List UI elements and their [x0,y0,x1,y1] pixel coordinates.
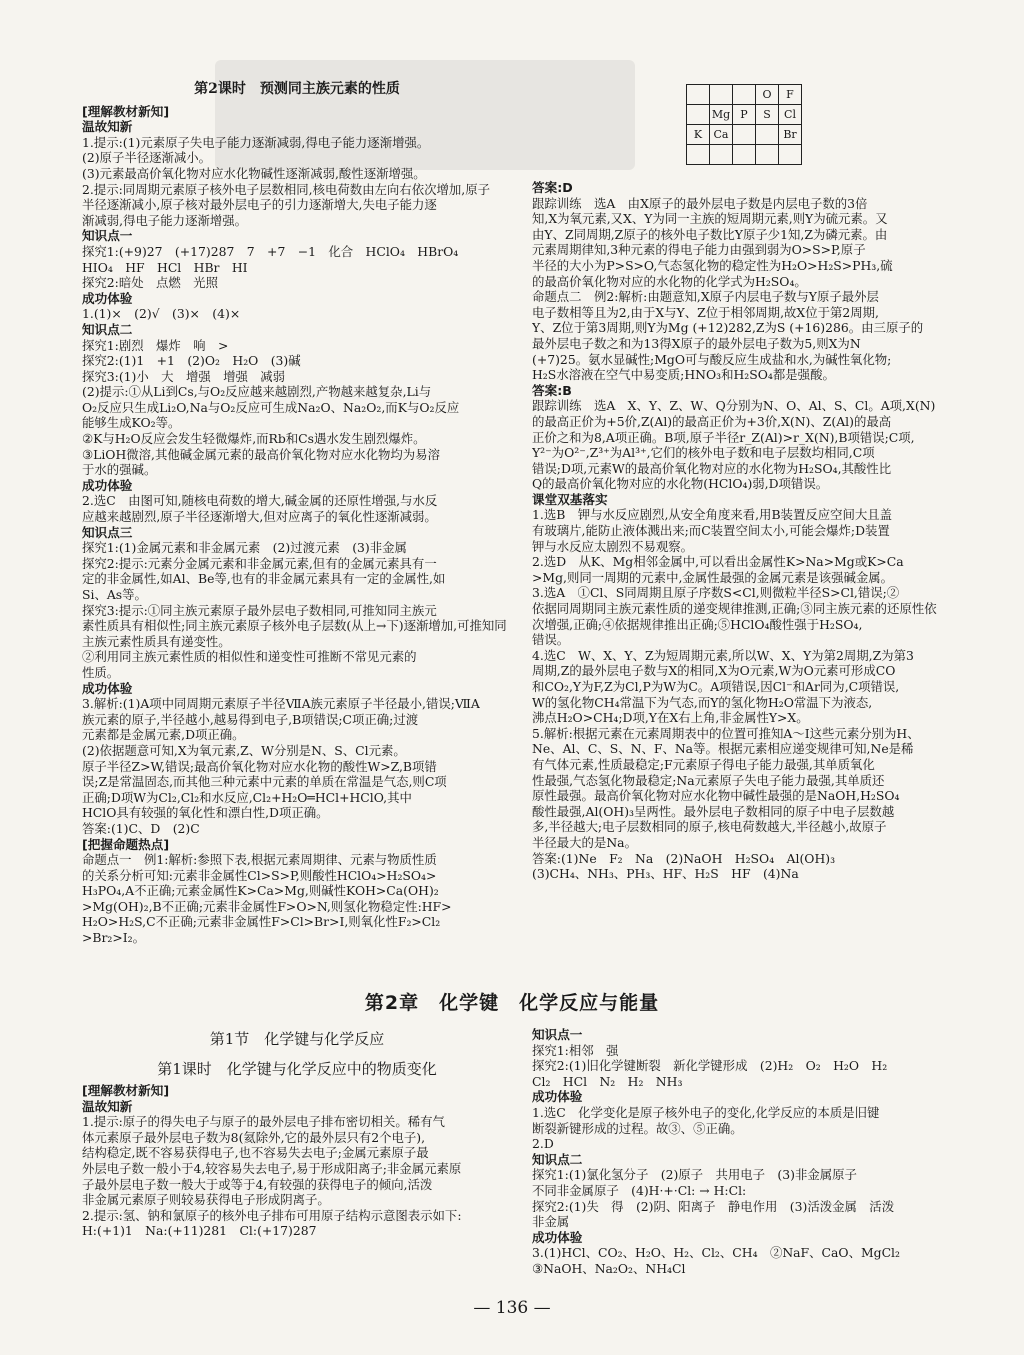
right-top-line: 答案:(1)Ne F₂ Na (2)NaOH H₂SO₄ Al(OH)₃ [532,850,836,866]
left-bottom-lines [82,1083,512,1239]
left-bottom-line: H:(+1)1 Na:(+11)281 Cl:(+17)287 [82,1223,317,1239]
left-top-line: 探究1:(1)金属元素和非金属元素 (2)过渡元素 (3)非金属 [82,540,407,556]
periodic-cell: Mg [710,105,733,125]
periodic-cell: O [756,85,779,105]
periodic-cell [687,85,710,105]
left-top-line: 定的非金属性,如Al、Be等,也有的非金属元素具有一定的金属性,如 [82,571,446,587]
left-top-line: [理解教材新知] [82,103,170,119]
left-top-line: [把握命题热点] [82,836,170,852]
left-top-line: 成功体验 [82,477,133,493]
right-top-line: 命题点二 例2:解析:由题意知,X原子内层电子数与Y原子最外层 [532,289,879,305]
left-top-line: 能够生成KO₂等。 [82,415,181,431]
right-top-line: 有玻璃片,能防止液体溅出来;而C装置空间太小,可能会爆炸;D装置 [532,523,890,539]
left-bottom-line: 体元素原子最外层电子数为8(氦除外,它的最外层只有2个电子), [82,1129,426,1145]
periodic-cell: Ca [710,125,733,145]
right-top-line: 周期,Z的最外层电子数与X的相同,X为O元素,W为O元素可形成CO [532,663,896,679]
periodic-row [687,125,802,145]
right-top-line: 和CO₂,Y为F,Z为Cl,P为W为C。A项错误,因Cl⁻和Ar同为,C项错误, [532,679,900,694]
left-top-line: 元素都是金属元素,D项正确。 [82,727,245,743]
periodic-row [687,105,802,125]
right-bottom-line: 探究1:相邻 强 [532,1042,619,1058]
right-bottom-line: 不同非金属原子 (4)H·+·Cl: → H:Cl: [532,1182,747,1198]
left-column-top [82,78,512,946]
periodic-cell [756,125,779,145]
left-top-line: 主族元素性质具有递变性。 [82,633,231,649]
left-top-line: 性质。 [82,664,120,680]
periodic-cell [733,145,756,165]
periodic-table-fragment [686,84,808,188]
left-bottom-line: 非金属元素原子则较易获得电子形成阴离子。 [82,1192,330,1208]
periodic-cell [687,105,710,125]
right-top-line: (+7)25。氨水显碱性;MgO可与酸反应生成盐和水,为碱性氧化物; [532,351,892,367]
left-top-line: O₂反应只生成Li₂O,Na与O₂反应可生成Na₂O、Na₂O₂,而K与O₂反应 [82,399,460,415]
right-top-line: 答案:B [532,382,572,398]
right-top-line: 3.选A ①Cl、S同周期且原子序数S<Cl,则微粒半径S>Cl,错误;② [532,585,900,601]
left-top-line: 答案:(1)C、D (2)C [82,820,200,836]
right-top-line: 的最高正价为+5价,Z(Al)的最高正价为+3价,X(N)、Z(Al)的最高 [532,413,892,429]
left-top-line: 温故知新 [82,119,133,135]
left-top-line: 族元素的原子,半径越小,越易得到电子,B项错误;C项正确;过渡 [82,711,419,727]
left-top-line: 探究2:暗处 点燃 光照 [82,275,218,291]
right-top-line: 依据同周期同主族元素性质的递变规律推测,正确;③同主族元素的还原性依 [532,601,937,617]
right-top-line: 跟踪训练 选A 由X原子的最外层电子数是内层电子数的3倍 [532,195,868,211]
right-top-line: Y²⁻为O²⁻,Z³⁺为Al³⁺,它们的核外电子数和电子层数均相同,C项 [532,445,875,461]
right-top-line: 沸点H₂O>CH₄;D项,Y在X右上角,非金属性Y>X。 [532,710,809,726]
right-bottom-line: 1.选C 化学变化是原子核外电子的变化,化学反应的本质是旧键 [532,1104,880,1120]
right-top-line: 知,X为氧元素,又X、Y为同一主族的短周期元素,则Y为硫元素。又 [532,211,888,227]
lesson-title-2: 第1课时 化学键与化学反应中的物质变化 [157,1060,437,1078]
periodic-cell: Cl [779,105,802,125]
left-bottom-line: 1.提示:原子的得失电子与原子的最外层电子排布密切相关。稀有气 [82,1114,445,1130]
periodic-cell: P [733,105,756,125]
periodic-cell [710,85,733,105]
left-top-line: 1.(1)× (2)√ (3)× (4)× [82,306,241,322]
left-top-line: 知识点一 [82,228,133,244]
right-column-top [532,180,962,882]
right-top-line: 正价之和为8,A项正确。B项,原子半径r_Z(Al)>r_X(N),B项错误;C项, [532,429,915,445]
left-top-line: 3.解析:(1)A项中同周期元素原子半径ⅦA族元素原子半径最小,错误;ⅦA [82,696,480,712]
left-top-line: 渐减弱,得电子能力逐渐增强。 [82,212,248,228]
left-bottom-line: 2.提示:氢、钠和氯原子的核外电子排布可用原子结构示意图表示如下: [82,1207,462,1223]
right-bottom-line: 知识点二 [532,1151,583,1167]
chapter-title: 第2章 化学键 化学反应与能量 [364,992,660,1014]
lesson-title: 第2课时 预测同主族元素的性质 [194,81,400,97]
right-bottom-line: 探究2:(1)旧化学键断裂 新化学键形成 (2)H₂ O₂ H₂O H₂ [532,1058,888,1074]
right-bottom-line: 断裂新键形成的过程。故③、⑤正确。 [532,1120,743,1136]
left-top-line: 2.提示:同周期元素原子核外电子层数相同,核电荷数由左向右依次增加,原子 [82,181,490,197]
right-top-line: 多,半径越大;电子层数相同的原子,核电荷数越大,半径越小,故原子 [532,819,887,835]
right-top-line: H₂S水溶液在空气中易变质;HNO₃和H₂SO₄都是强酸。 [532,367,835,383]
page-number: — 136 — [473,1298,551,1318]
periodic-cell: S [756,105,779,125]
left-top-line: 于水的强碱。 [82,462,157,478]
right-top-line: 课堂双基落实 [532,491,608,507]
periodic-cell: F [779,85,802,105]
left-bottom-line: 结构稳定,既不容易获得电子,也不容易失去电子;金属元素原子最 [82,1145,429,1161]
right-bottom-line: Cl₂ HCl N₂ H₂ NH₃ [532,1073,683,1089]
right-top-line: 1.选B 钾与水反应剧烈,从安全角度来看,用B装置反应空间大且盖 [532,507,893,523]
right-column-bottom [532,1027,962,1277]
left-top-line: 探究1:(+9)27 (+17)287 7 +7 −1 化合 HClO₄ HBrO₄ [82,243,459,259]
left-top-line: (2)原子半径逐渐减小。 [82,150,212,166]
right-bottom-line: 探究2:(1)失 得 (2)阴、阳离子 静电作用 (3)活泼金属 活泼 [532,1198,895,1214]
right-top-line: (3)CH₄、NH₃、PH₃、HF、H₂S HF (4)Na [532,866,799,882]
left-top-line: ②利用同主族元素性质的相似性和递变性可推断不常见元素的 [82,649,417,665]
left-top-line: 探究3:(1)小 大 增强 增强 减弱 [82,368,286,384]
left-top-line: 原子半径Z>W,错误;最高价氧化物对应水化物的酸性W>Z,B项错 [82,758,437,774]
left-top-line: (2)提示:①从Li到Cs,与O₂反应越来越剧烈,产物越来越复杂,Li与 [82,384,432,400]
left-top-line: 探究1:剧烈 爆炸 响 > [82,337,229,353]
periodic-cell [733,125,756,145]
left-top-line: 知识点三 [82,524,133,540]
left-top-line: 2.选C 由图可知,随核电荷数的增大,碱金属的还原性增强,与水反 [82,493,438,509]
periodic-cell [687,145,710,165]
left-top-line: 成功体验 [82,290,133,306]
right-top-line: Q的最高价氧化物对应的水化物(HClO₄)弱,D项错误。 [532,476,829,492]
left-bottom-line: [理解教材新知] [82,1083,170,1098]
right-top-lines [532,180,962,882]
left-top-line: 半径逐渐减小,原子核对最外层电子的引力逐渐增大,失电子能力逐 [82,197,437,213]
left-top-line: 探究2:提示:元素分金属元素和非金属元素,但有的金属元素具有一 [82,555,437,571]
periodic-table [686,84,802,165]
right-top-line: 错误。 [532,632,570,648]
left-top-line: HClO具有较强的氧化性和漂白性,D项正确。 [82,805,329,821]
left-top-line: 正确;D项W为Cl₂,Cl₂和水反应,Cl₂+H₂O═HCl+HClO,其中 [82,789,412,805]
right-bottom-lines [532,1027,962,1277]
right-top-line: Y、Z位于第3周期,则Y为Mg (+12)282,Z为S (+16)286。由三原子的 [532,320,924,336]
right-top-line: 有气体元素,性质最稳定;F元素原子得电子能力最强,其单质氧化 [532,756,875,772]
right-top-line: 4.选C W、X、Y、Z为短周期元素,所以W、X、Y为第2周期,Z为第3 [532,647,914,663]
left-top-line: 素性质具有相似性;同主族元素原子核外电子层数(从上→下)逐渐增加,可推知同 [82,618,507,634]
right-top-line: 的最高价氧化物对应的水化物的化学式为H₂SO₄。 [532,273,807,289]
left-top-line: 误;Z是常温固态,而其他三种元素中元素的单质在常温是气态,则C项 [82,774,447,790]
right-top-line: 钾与水反应太剧烈不易观察。 [532,538,694,554]
right-top-line: 酸性最强,Al(OH)₃呈两性。最外层电子数相同的原子中电子层数越 [532,803,895,819]
left-top-line: ②K与H₂O反应会发生轻微爆炸,而Rb和Cs遇水发生剧烈爆炸。 [82,431,426,447]
right-top-line: 2.选D 从K、Mg相邻金属中,可以看出金属性K>Na>Mg或K>Ca [532,554,904,570]
left-column-bottom [82,1083,512,1239]
periodic-cell: K [687,125,710,145]
left-top-line: H₂O>H₂S,C不正确;元素非金属性F>Cl>Br>I,则氧化性F₂>Cl₂ [82,914,441,930]
left-top-line: 知识点二 [82,321,133,337]
left-top-line: >Mg(OH)₂,B不正确;元素非金属性F>O>N,则氢化物稳定性:HF> [82,898,452,914]
right-top-line: 次增强,正确;④依据规律推出正确;⑤HClO₄酸性强于H₂SO₄, [532,616,863,632]
left-top-line: >Br₂>I₂。 [82,930,146,946]
right-top-line: 答案:D [532,180,573,195]
left-top-line: Si、As等。 [82,587,147,602]
periodic-cell: Br [779,125,802,145]
periodic-cell [733,85,756,105]
right-bottom-line: 知识点一 [532,1027,583,1042]
right-top-line: 跟踪训练 选A X、Y、Z、W、Q分别为N、O、Al、S、Cl。A项,X(N) [532,398,936,414]
right-top-line: 错误;D项,元素W的最高价氧化物对应的水化物为H₂SO₄,其酸性比 [532,460,892,476]
left-top-line: 应越来越剧烈,原子半径逐渐增大,但对应离子的氧化性逐渐减弱。 [82,509,437,525]
periodic-row [687,145,802,165]
right-top-line: 原性最强。最高价氧化物对应水化物中碱性最强的是NaOH,H₂SO₄ [532,788,900,804]
left-top-line: (2)依据题意可知,X为氧元素,Z、W分别是N、S、Cl元素。 [82,742,406,758]
right-top-line: 半径最大的是Na。 [532,834,637,850]
right-top-line: W的氢化物CH₄常温下为气态,而Y的氢化物H₂O常温下为液态, [532,694,873,710]
left-top-line: 成功体验 [82,680,133,696]
right-bottom-line: 探究1:(1)氯化氢分子 (2)原子 共用电子 (3)非金属原子 [532,1167,857,1183]
right-top-line: 元素周期律知,3种元素的得电子能力由强到弱为O>S>P,原子 [532,242,866,258]
left-bottom-line: 外层电子数一般小于4,较容易失去电子,易于形成阳离子;非金属元素原 [82,1160,462,1176]
left-top-line: 的关系分析可知:元素非金属性Cl>S>P,则酸性HClO₄>H₂SO₄> [82,867,437,883]
left-bottom-line: 子最外层电子数一般大于或等于4,有较强的获得电子的倾向,活泼 [82,1176,433,1192]
periodic-cell [710,145,733,165]
right-bottom-line: 成功体验 [532,1089,583,1105]
right-top-line: 由Y、Z同周期,Z原子的核外电子数比Y原子少1知,Z为磷元素。由 [532,226,888,242]
right-top-line: 性最强,气态氢化物最稳定;Na元素原子失电子能力最强,其单质还 [532,772,885,788]
left-top-line: 探究3:提示:①同主族元素原子最外层电子数相同,可推知同主族元 [82,602,437,618]
right-top-line: >Mg,则同一周期的元素中,金属性最强的金属元素是该强碱金属。 [532,569,894,585]
section-title: 第1节 化学键与化学反应 [209,1030,385,1048]
right-bottom-line: 成功体验 [532,1229,583,1245]
right-top-line: Ne、Al、C、S、N、F、Na等。根据元素相应递变规律可知,Ne是稀 [532,741,914,757]
right-bottom-line: 非金属 [532,1214,570,1230]
right-top-line: 最外层电子数之和为13得X原子的最外层电子数为5,则X为N [532,335,861,351]
left-top-line: 探究2:(1)1 +1 (2)O₂ H₂O (3)碱 [82,353,301,369]
left-top-lines [82,104,512,946]
right-bottom-line: ③NaOH、Na₂O₂、NH₄Cl [532,1260,686,1276]
left-top-line: 1.提示:(1)元素原子失电子能力逐渐减弱,得电子能力逐渐增强。 [82,134,430,150]
left-top-line: (3)元素最高价氧化物对应水化物碱性逐渐减弱,酸性逐渐增强。 [82,165,426,181]
periodic-row [687,85,802,105]
right-top-line: 半径的大小为P>S>O,气态氢化物的稳定性为H₂O>H₂S>PH₃,硫 [532,257,893,273]
right-bottom-line: 2.D [532,1136,554,1152]
right-top-line: 5.解析:根据元素在元素周期表中的位置可推知A～I这些元素分别为H、 [532,725,920,741]
right-bottom-line: 3.(1)HCl、CO₂、H₂O、H₂、Cl₂、CH₄ ②NaF、CaO、MgCl₂ [532,1245,900,1261]
left-bottom-line: 温故知新 [82,1098,133,1114]
left-top-line: ③LiOH微溶,其他碱金属元素的最高价氧化物对应水化物均为易溶 [82,446,440,462]
periodic-cell [756,145,779,165]
right-top-line: 电子数相等且为2,由于X与Y、Z位于相邻周期,故X位于第2周期, [532,304,879,320]
periodic-cell [779,145,802,165]
left-top-line: H₃PO₄,A不正确;元素金属性K>Ca>Mg,则碱性KOH>Ca(OH)₂ [82,883,439,899]
left-top-line: 命题点一 例1:解析:参照下表,根据元素周期律、元素与物质性质 [82,852,437,868]
left-top-line: HIO₄ HF HCl HBr HI [82,259,248,275]
